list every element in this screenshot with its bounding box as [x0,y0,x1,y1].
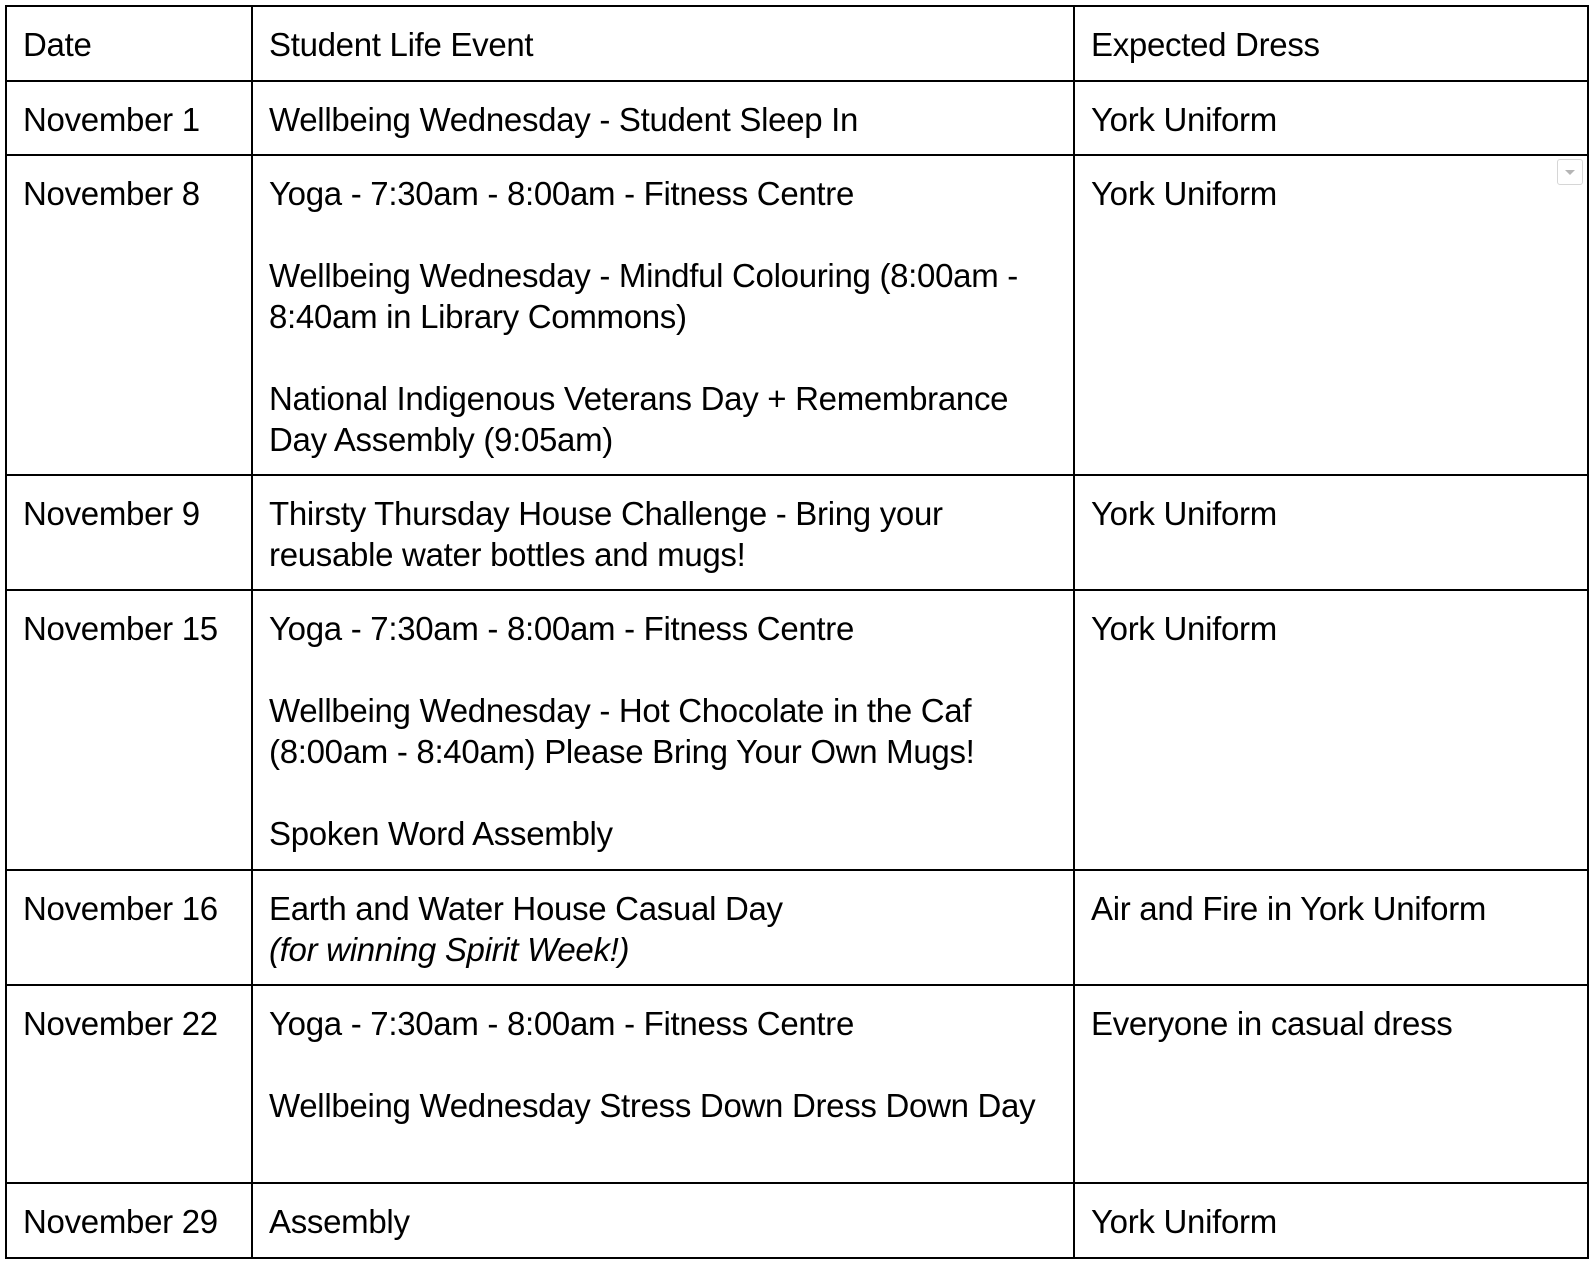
event-cell [252,155,1074,475]
table-row [6,155,1588,475]
event-item: Wellbeing Wednesday Stress Down Dress Down Day [269,1087,1036,1124]
table-row [6,475,1588,590]
date-cell: November 16 [6,870,252,985]
dress-cell: York Uniform [1074,1183,1588,1258]
event-cell [252,475,1074,590]
event-cell [252,81,1074,155]
student-life-events-table [5,5,1589,1259]
chevron-down-icon[interactable] [1557,159,1583,185]
event-cell [252,870,1074,985]
table-row [6,870,1588,985]
event-item: Yoga - 7:30am - 8:00am - Fitness Centre [269,175,855,212]
event-item: Earth and Water House Casual Day [269,890,783,927]
date-cell: November 15 [6,590,252,870]
date-cell: November 29 [6,1183,252,1258]
event-item: Wellbeing Wednesday - Student Sleep In [269,101,859,138]
dress-cell: Air and Fire in York Uniform [1074,870,1588,985]
date-cell: November 8 [6,155,252,475]
event-item: Yoga - 7:30am - 8:00am - Fitness Centre [269,610,855,647]
table-header-row [6,6,1588,81]
event-item: National Indigenous Veterans Day + Remembrance Day Assembly (9:05am) [269,380,1009,458]
table-row [6,1183,1588,1258]
event-item: Wellbeing Wednesday - Mindful Colouring (8:00am - 8:40am in Library Commons) [269,257,1018,335]
event-item: Assembly [269,1203,410,1240]
date-cell: November 9 [6,475,252,590]
dress-cell: York Uniform [1074,590,1588,870]
table-row [6,81,1588,155]
header-student-life-event: Student Life Event [252,6,1074,81]
date-cell: November 22 [6,985,252,1183]
event-item: Wellbeing Wednesday - Hot Chocolate in the Caf (8:00am - 8:40am) Please Bring Your Own Mugs! [269,692,975,770]
event-item: Yoga - 7:30am - 8:00am - Fitness Centre [269,1005,855,1042]
table-row [6,985,1588,1183]
event-item: Spoken Word Assembly [269,815,613,852]
dress-cell: York Uniform [1074,81,1588,155]
table-row [6,590,1588,870]
dress-value: York Uniform [1091,175,1277,212]
event-note: (for winning Spirit Week!) [269,931,630,968]
header-date: Date [6,6,252,81]
event-cell [252,985,1074,1183]
event-cell [252,590,1074,870]
dress-cell: York Uniform [1074,475,1588,590]
dress-cell: Everyone in casual dress [1074,985,1588,1183]
event-cell [252,1183,1074,1258]
header-expected-dress: Expected Dress [1074,6,1588,81]
dress-cell [1074,155,1588,475]
date-cell: November 1 [6,81,252,155]
event-item: Thirsty Thursday House Challenge - Bring your reusable water bottles and mugs! [269,495,943,573]
